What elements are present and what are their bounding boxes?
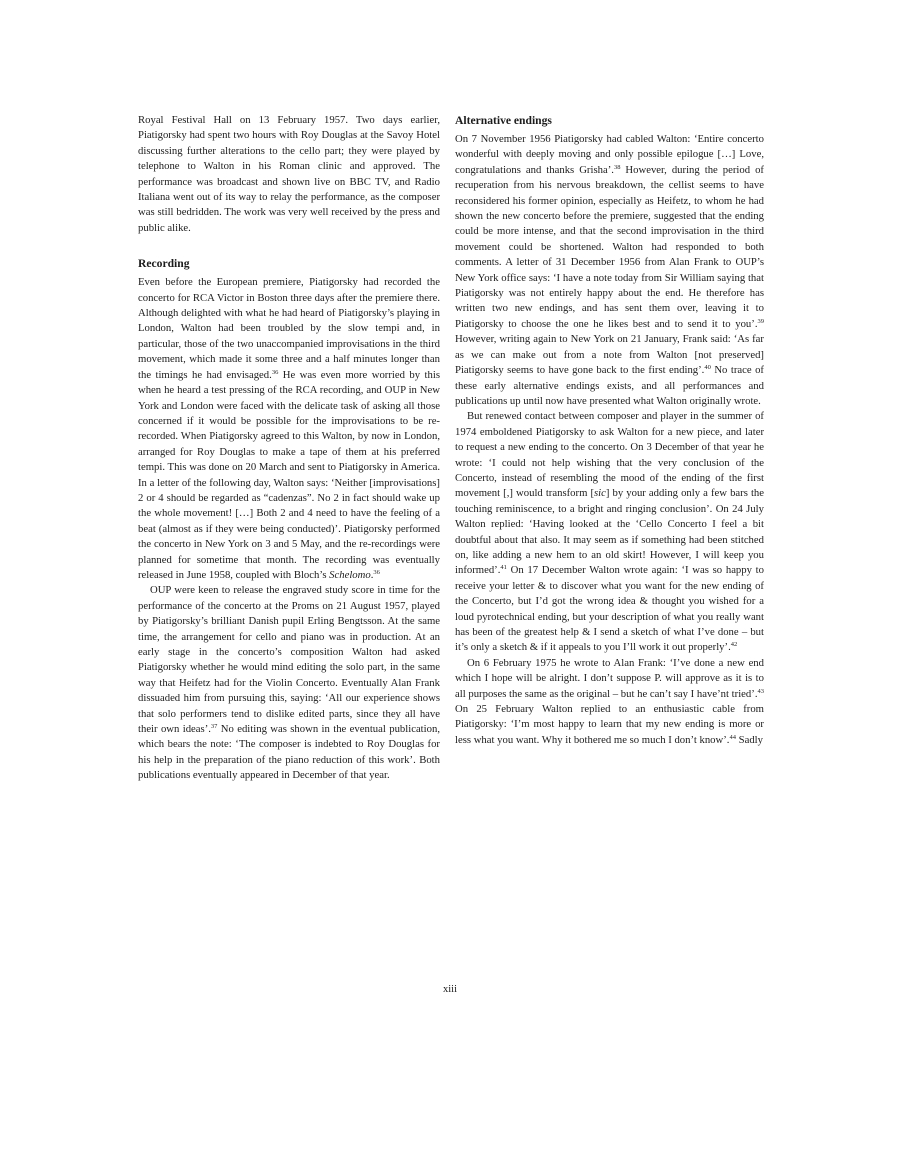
paragraph-cable: On 7 November 1956 Piatigorsky had cabled Walton: ‘Entire concerto wonderful with deeply moving and only possible epilogue […] Love, congratulations and thanks Grisha’.$^{38}$ However, during the period of recuperation from his nervous breakdown, the cellist seems to have reconsidered his former opinion, especially as Heifetz, to whom he had shown the new concerto before the premiere, suggested that the ending could be more intense, and that the second improvisation in the third movement could be shortened. Walton had responded to both comments. A letter of 31 December 1956 from Alan Frank to OUP’s New York office says: ‘I have a note today from Sir William saying that Piatigorsky was not entirely happy about the end. He therefore has written two new endings, and has sent them over, leaving it to Piatigorsky to choose the one he likes best and to send it to you’.$^{39}$ However, writing again to New York on 21 January, Frank said: ‘As far as we can make out from a note from Walton [not preserved] Piatigorsky seems to have gone back to the first ending’.$^{40}$ No trace of these early alternative endings exists, and all performances and publications up until now have presented what Walton originally wrote. <box>455 133 764 407</box>
footnote-marker: 39 <box>757 317 764 325</box>
footnote-marker: 40 <box>704 364 711 372</box>
left-column <box>138 113 440 784</box>
paragraph-premiere: Royal Festival Hall on 13 February 1957. Two days earlier, Piatigorsky had spent two hours with Roy Douglas at the Savoy Hotel discussing further alterations to the cello part; they were played by telephone to Walton in his Roman clinic and approved. The performance was broadcast and shown live on BBC TV, and Radio Italiana went out of its way to relay the performance, as the composer was still bedridden. The work was very well received by the press and public alike. <box>138 114 440 234</box>
heading-recording: Recording <box>138 257 190 271</box>
right-column <box>455 113 764 748</box>
footnote-marker: 38 <box>613 163 621 171</box>
footnote-marker: 43 <box>757 687 764 695</box>
paragraph-study-score: OUP were keen to release the engraved study score in time for the performance of the concerto at the Proms on 21 August 1957, played by Piatigorsky’s brilliant Danish pupil Erling Bengtsson. At the same time, the arrangement for cello and piano was in production. At an early stage in the concerto’s composition Walton had asked Piatigorsky whether he would mind editing the solo part, in the same way that Heifetz had for the Violin Concerto. Eventually Alan Frank dissuaded him from pursuing this, saying: ‘All our experience shows that solo performers tend to dislike edited parts, since they all have their own ideas’.$^{37}$ No editing was shown in the eventual publication, which bears the note: ‘The composer is indebted to Roy Douglas for his help in the preparation of the piano reduction of this work’. Both publications eventually appeared in December of that year. <box>138 584 440 782</box>
heading-alternative-endings: Alternative endings <box>455 114 552 127</box>
sic-marker: sic <box>594 487 606 500</box>
footnote-marker: 44 <box>729 733 736 741</box>
work-title: Schelomo <box>329 568 371 581</box>
footnote-marker: 36 <box>271 368 279 376</box>
page-number: xiii <box>442 984 457 995</box>
footnote-marker: 42 <box>730 641 738 649</box>
footnote-marker: 41 <box>500 564 507 572</box>
footnote-marker: 36 <box>373 568 380 576</box>
paragraph-new-end: On 6 February 1975 he wrote to Alan Frank: ‘I’ve done a new end which I hope will be alright. I don’t suppose P. will approve as it is to all purposes the same as the original – but he can’t say I have’nt tried’.$^{43}$ On 25 February Walton replied to an enthusiastic cable from Piatigorsky: ‘I’m most happy to learn that my new ending is more or less what you want. Why it bothered me so much I don’t know’.$^{44}$ Sadly <box>455 656 764 746</box>
paragraph-recording: Even before the European premiere, Piatigorsky had recorded the concerto for RCA Victor in Boston three days after the premiere there. Although delighted with what he had heard of Piatigorsky’s playing in London, Walton had been troubled by the slow tempi and, in particular, those of the two unaccompanied improvisations in the third movement, which made it some three and a half minutes longer than the timings he had envisaged.$^{36}$ He was even more worried by this when he heard a test pressing of the RCA recording, and OUP in New York and London were faced with the delicate task of asking all those concerned if it would be possible for the improvisations to be re-recorded. When Piatigorsky agreed to this Walton, by now in London, arranged for Roy Douglas to make a tape of them at his preferred tempi. This was done on 20 March and sent to Piatigorsky in America. In a letter of the following day, Walton says: ‘Neither [improvisations] 2 or 4 should be regarded as “cadenzas”. No 2 in fact should wake up the whole movement! […] Both 2 and 4 need to have the feeling of a beat (almost as if they were being conducted)’. Piatigorsky performed the concerto in New York on 3 and 5 May, and the re-recordings were planned for sometime that month. The recording was eventually released in June 1958, coupled with Bloch’s Schelomo.$^{36}$ <box>138 276 440 581</box>
footnote-marker: 37 <box>210 723 218 731</box>
paragraph-renewed-contact: But renewed contact between composer and player in the summer of 1974 emboldened Piatigorsky to ask Walton for a new piece, and later to request a new ending to the concerto. On 3 December of that year he wrote: ‘I could not help wishing that the very conclusion of the Concerto, instead of resembling the mood of the ending of the first movement [,] would transform [sic] by your adding only a few bars the touching reminiscence, to a bright and ringing conclusion’. On 24 July Walton replied: ‘Having looked at the ‘Cello Concerto I feel a bit doubtful about that also. It may seem as if something had been stitched on, like adding a new hem to an old skirt! However, I will keep you informed’.$^{41}$ On 17 December Walton wrote again: ‘I was so happy to receive your letter & to discover what you want for the new ending of the Concerto, but I’d got the wrong idea & thought you wished for a loud pyrotechnical ending, but your description of what you really want has been of the greatest help & I send a sketch of what I’ve done – but it’s only a sketch & if it appeals to you I’ll work it out properly’.$^{42}$ <box>455 410 764 654</box>
